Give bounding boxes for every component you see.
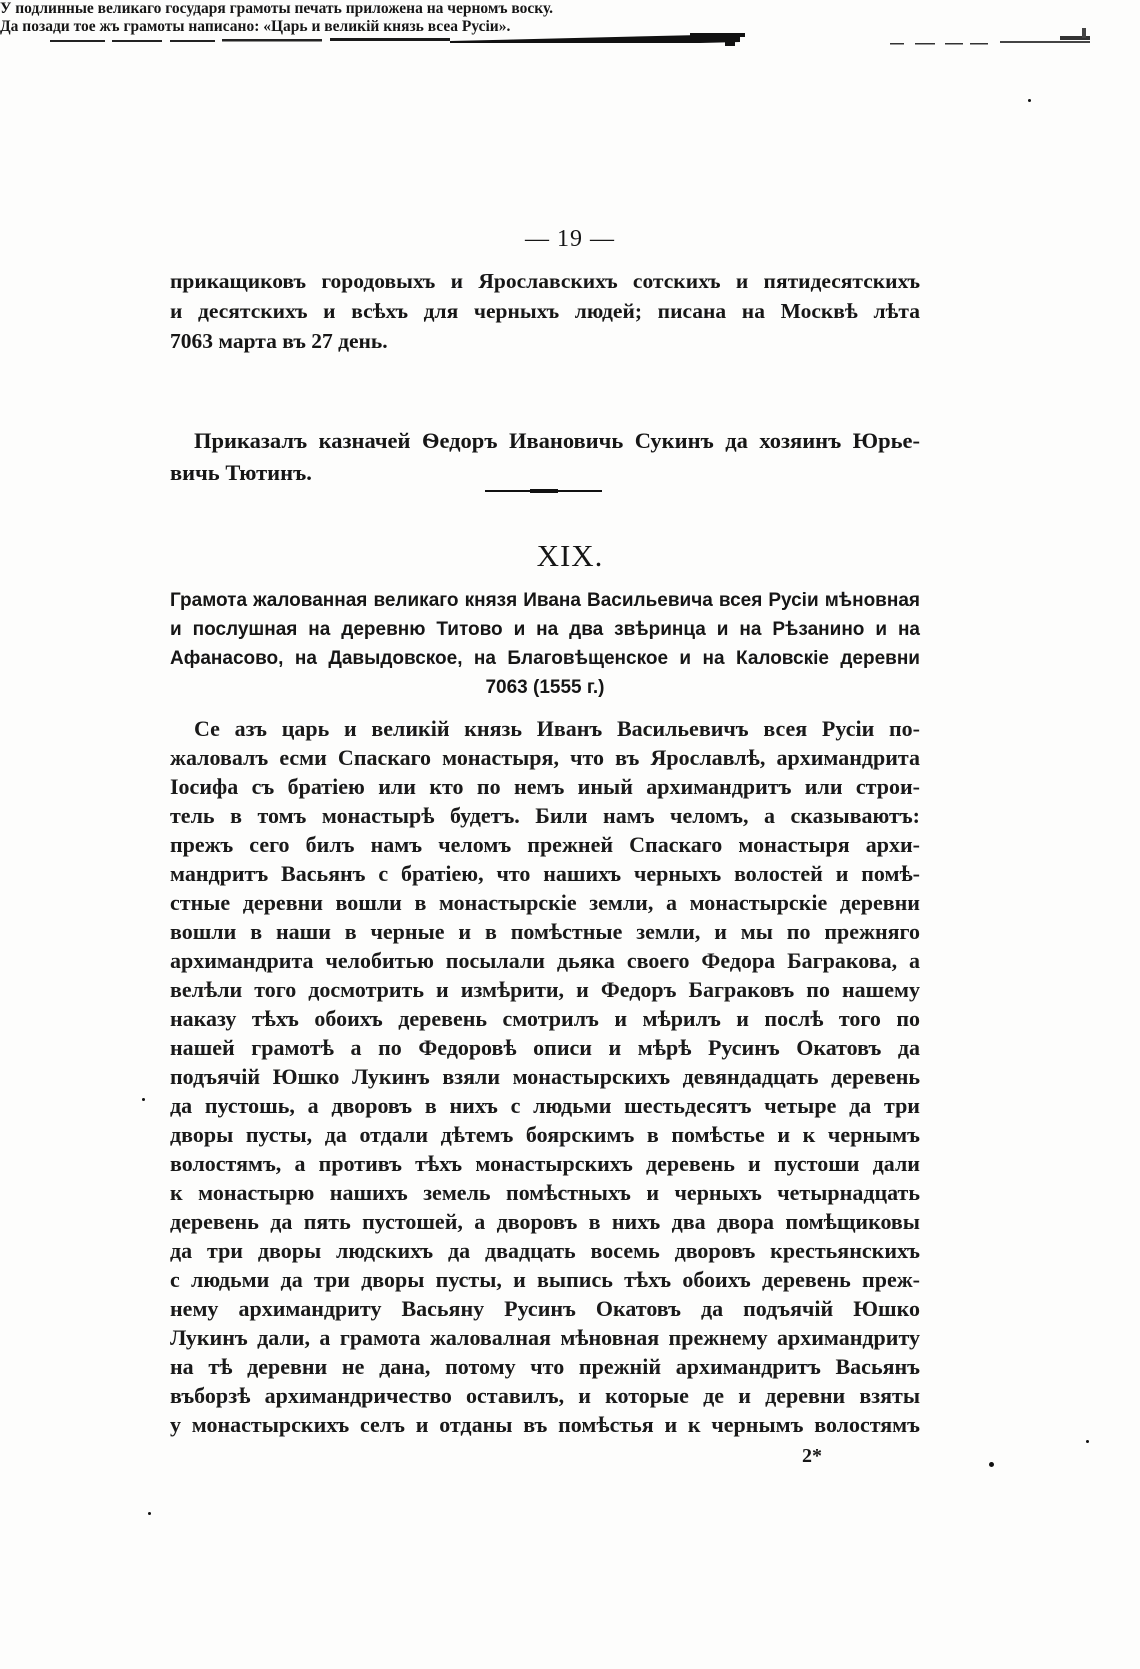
heading-line: и послушная на деревню Титово и на два звѣринца и на Рѣзанино и на xyxy=(170,619,920,640)
scan-speck xyxy=(1028,99,1031,102)
text-line: вошли в наши в черные и в помѣстные земли, и мы по прежняго xyxy=(170,919,920,944)
text-line: мандритъ Васьянъ с братіею, что нашихъ черныхъ волостей и помѣ- xyxy=(170,861,920,886)
heading-date: 7063 (1555 г.) xyxy=(485,677,605,698)
scan-speck xyxy=(148,1512,151,1515)
seal-note: У подлинные великаго государя грамоты печать приложена на черномъ воску. xyxy=(0,0,554,17)
back-note: Да позади тое жъ грамоты написано: «Царь и великій князь всеа Русіи». xyxy=(0,18,511,35)
text-line: нему архимандриту Васьяну Русинъ Окатовъ да подъячій Юшко xyxy=(170,1296,920,1321)
document-number: XIX. xyxy=(536,538,604,573)
document-heading xyxy=(170,586,920,702)
text-line: жаловалъ есми Спаскаго монастыря, что въ Ярославлѣ, архимандрита xyxy=(170,745,920,770)
text-line: Приказалъ казначей Ѳедоръ Ивановичь Сукинъ да хозяинъ Юрье- xyxy=(194,428,920,453)
scan-edge-artifact xyxy=(0,0,1140,60)
text-line: деревень да пять пустошей, а дворовъ в нихъ два двора помѣщиковы xyxy=(170,1209,920,1234)
text-line: прикащиковъ городовыхъ и Ярославскихъ сотскихъ и пятидесятскихъ xyxy=(170,269,920,293)
text-line: стные деревни вошли в монастырскіе земли, а монастырскіе деревни xyxy=(170,890,920,915)
signature-mark: 2* xyxy=(802,1445,822,1467)
text-line: волостямъ, а противъ тѣхъ монастырскихъ деревень и пустоши дали xyxy=(170,1151,920,1176)
text-line: въборзѣ архимандричество оставилъ, и которые де и деревни взяты xyxy=(170,1383,920,1408)
text-line: Лукинъ дали, а грамота жаловалная мѣновная прежнему архимандриту xyxy=(170,1325,920,1350)
text-line: 7063 марта въ 27 день. xyxy=(170,329,388,353)
text-line: да пустошь, а дворовъ в нихъ с людьми шестьдесятъ четыре да три xyxy=(170,1093,920,1118)
text-line: да три дворы людскихъ да двадцать восемь дворовъ крестьянскихъ xyxy=(170,1238,920,1263)
text-line: и десятскихъ и всѣхъ для черныхъ людей; писана на Москвѣ лѣта xyxy=(170,299,920,323)
text-line: вичь Тютинъ. xyxy=(170,460,312,485)
ordered-by-paragraph xyxy=(170,425,920,489)
text-line: Се азъ царь и великій князь Иванъ Васильевичъ всея Русіи по- xyxy=(194,716,920,741)
text-line: тель в томъ монастырѣ будетъ. Били намъ челомъ, а сказываютъ: xyxy=(170,803,920,828)
heading-line: Грамота жалованная великаго князя Ивана Васильевича всея Русіи мѣновная xyxy=(170,590,920,611)
scan-speck xyxy=(1086,1440,1089,1443)
text-line: прежъ сего билъ намъ челомъ прежней Спаскаго монастыря архи- xyxy=(170,832,920,857)
text-line: архимандрита челобитью посылали дьяка своего Федора Багракова, а xyxy=(170,948,920,973)
text-line: на тѣ деревни не дана, потому что прежній архимандритъ Васьянъ xyxy=(170,1354,920,1379)
charter-body-text xyxy=(170,714,920,1439)
text-line: с людьми да три дворы пусты, и выпись тѣхъ обоихъ деревень преж- xyxy=(170,1267,920,1292)
text-line: велѣли того досмотрить и измѣрити, и Федоръ Баграковъ по нашему xyxy=(170,977,920,1002)
text-line: дворы пусты, да отдали дѣтемъ боярскимъ в помѣстье и к чернымъ xyxy=(170,1122,920,1147)
scan-speck xyxy=(142,1098,145,1101)
text-line: нашей грамотѣ а по Федоровѣ описи и мѣрѣ Русинъ Окатовъ да xyxy=(170,1035,920,1060)
section-divider xyxy=(485,490,602,492)
text-line: Іосифа съ братіею или кто по немъ иный архимандритъ или строи- xyxy=(170,774,920,799)
text-line: к монастырю нашихъ земель помѣстныхъ и черныхъ четырнадцать xyxy=(170,1180,920,1205)
heading-line: Афанасово, на Давыдовское, на Благовѣщенское и на Каловскіе деревни xyxy=(170,648,920,669)
page-number: — 19 — xyxy=(525,226,615,252)
scan-speck xyxy=(989,1462,994,1467)
text-line: подъячій Юшко Лукинъ взяли монастырскихъ девяндадцать деревень xyxy=(170,1064,920,1089)
text-line: наказу тѣхъ обоихъ деревень смотрилъ и мѣрилъ и послѣ того по xyxy=(170,1006,920,1031)
text-line: у монастырскихъ селъ и отданы въ помѣстья и к чернымъ волостямъ xyxy=(170,1412,920,1437)
previous-document-ending xyxy=(170,266,920,356)
